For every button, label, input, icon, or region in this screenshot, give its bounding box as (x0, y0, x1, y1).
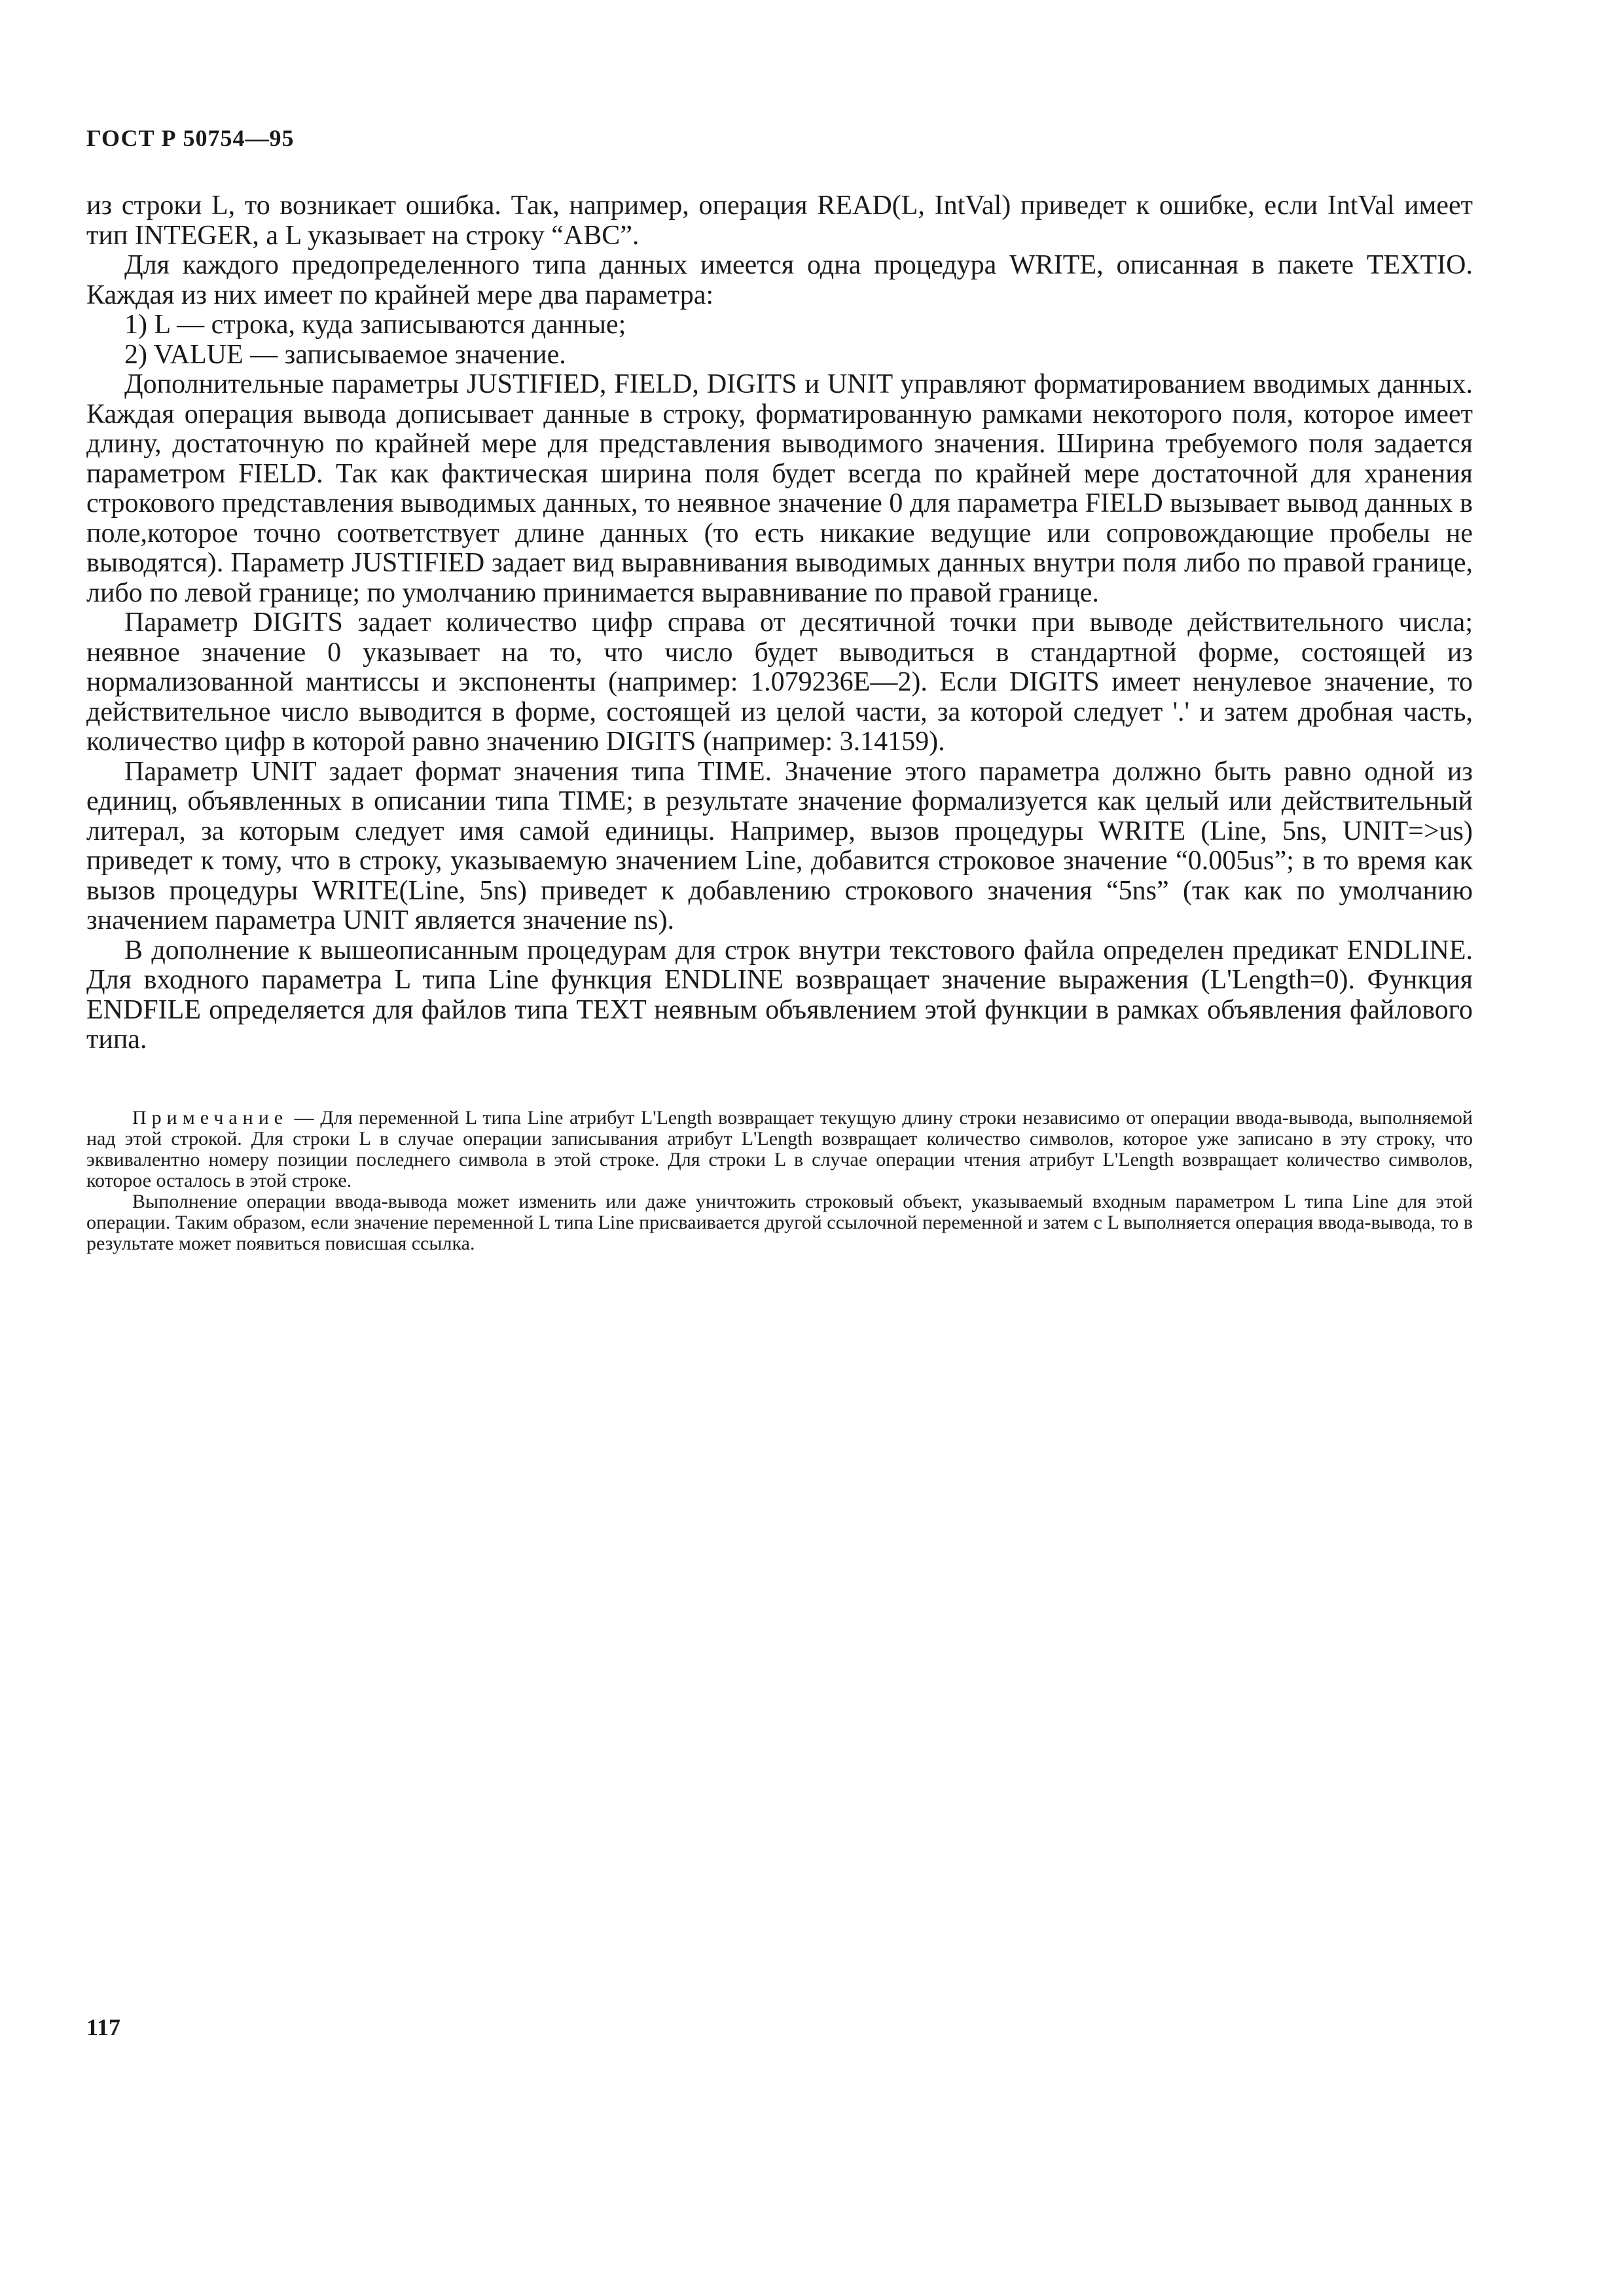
note-text-1: — Для переменной L типа Line атрибут L'Length возвращает текущую длину строки независимо от операции ввода-вывода, выполняемой над этой строкой. Для строки L в случае операции записывания атрибут L'Length возвращает количество символов, которое уже записано в эту строку, что эквивалентно номеру позиции последнего символа в этой строке. Для строки L в случае операции чтения атрибут L'Length возвращает количество символов, которое осталось в этой строке. (86, 1107, 1473, 1191)
paragraph-write-procedures: Для каждого предопределенного типа данных имеется одна процедура WRITE, описанная в пакете TEXTIO. Каждая из них имеет по крайней мере два параметра: (86, 250, 1473, 310)
paragraph-digits-parameter: Параметр DIGITS задает количество цифр справа от десятичной точки при выводе действительного числа; неявное значение 0 указывает на то, что число будет выводиться в стандартной форме, состоящей из нормализованной мантиссы и экспоненты (например: 1.079236E—2). Если DIGITS имеет ненулевое значение, то действительное число выводится в форме, состоящей из целой части, за которой следует '.' и затем дробная часть, количество цифр в которой равно значению DIGITS (например: 3.14159). (86, 607, 1473, 757)
paragraph-unit-parameter: Параметр UNIT задает формат значения типа TIME. Значение этого параметра должно быть равно одной из единиц, объявленных в описании типа TIME; в результате значение формализуется как целый или действительный литерал, за которым следует имя самой единицы. Например, вызов процедуры WRITE (Line, 5ns, UNIT=>us) приведет к тому, что в строку, указываемую значением Line, добавится строковое значение “0.005us”; в то время как вызов процедуры WRITE(Line, 5ns) приведет к добавлению строкового значения “5ns” (так как по умолчанию значением параметра UNIT является значение ns). (86, 756, 1473, 935)
note-paragraph-2: Выполнение операции ввода-вывода может изменить или даже уничтожить строковый объект, указываемый входным параметром L типа Line для этой операции. Таким образом, если значение переменной L типа Line присваивается другой ссылочной переменной и затем с L выполняется операция ввода-вывода, то в результате может появиться повисшая ссылка. (86, 1191, 1473, 1254)
notes-section (86, 1108, 1473, 1254)
paragraph-continuation: из строки L, то возникает ошибка. Так, например, операция READ(L, IntVal) приведет к ошибке, если IntVal имеет тип INTEGER, а L указывает на строку “ABC”. (86, 190, 1473, 251)
paragraph-endline-predicate: В дополнение к вышеописанным процедурам для строк внутри текстового файла определен предикат ENDLINE. Для входного параметра L типа Line функция ENDLINE возвращает значение выражения (L'Length=0). Функция ENDFILE определяется для файлов типа TEXT неявным объявлением этой функции в рамках объявления файлового типа. (86, 935, 1473, 1055)
page-number: 117 (86, 2014, 121, 2040)
main-text-body (86, 191, 1473, 1055)
note-label: Примечание (132, 1107, 289, 1129)
paragraph-formatting-parameters: Дополнительные параметры JUSTIFIED, FIELD, DIGITS и UNIT управляют форматированием вводимых данных. Каждая операция вывода дописывает данные в строку, форматированную рамками некоторого поля, которое имеет длину, достаточную по крайней мере для представления выводимого значения. Ширина требуемого поля задается параметром FIELD. Так как фактическая ширина поля будет всегда по крайней мере достаточной для хранения строкового представления выводимых данных, то неявное значение 0 для параметра FIELD вызывает вывод данных в поле,которое точно соответствует длине данных (то есть никакие ведущие или сопровождающие пробелы не выводятся). Параметр JUSTIFIED задает вид выравнивания выводимых данных внутри поля либо по правой границе, либо по левой границе; по умолчанию принимается выравнивание по правой границе. (86, 369, 1473, 608)
document-header: ГОСТ Р 50754—95 (86, 125, 295, 151)
list-item-parameter-value: 2) VALUE — записываемое значение. (124, 339, 566, 370)
list-item-parameter-l: 1) L — строка, куда записываются данные; (124, 310, 626, 340)
note-paragraph-1 (86, 1108, 1473, 1191)
